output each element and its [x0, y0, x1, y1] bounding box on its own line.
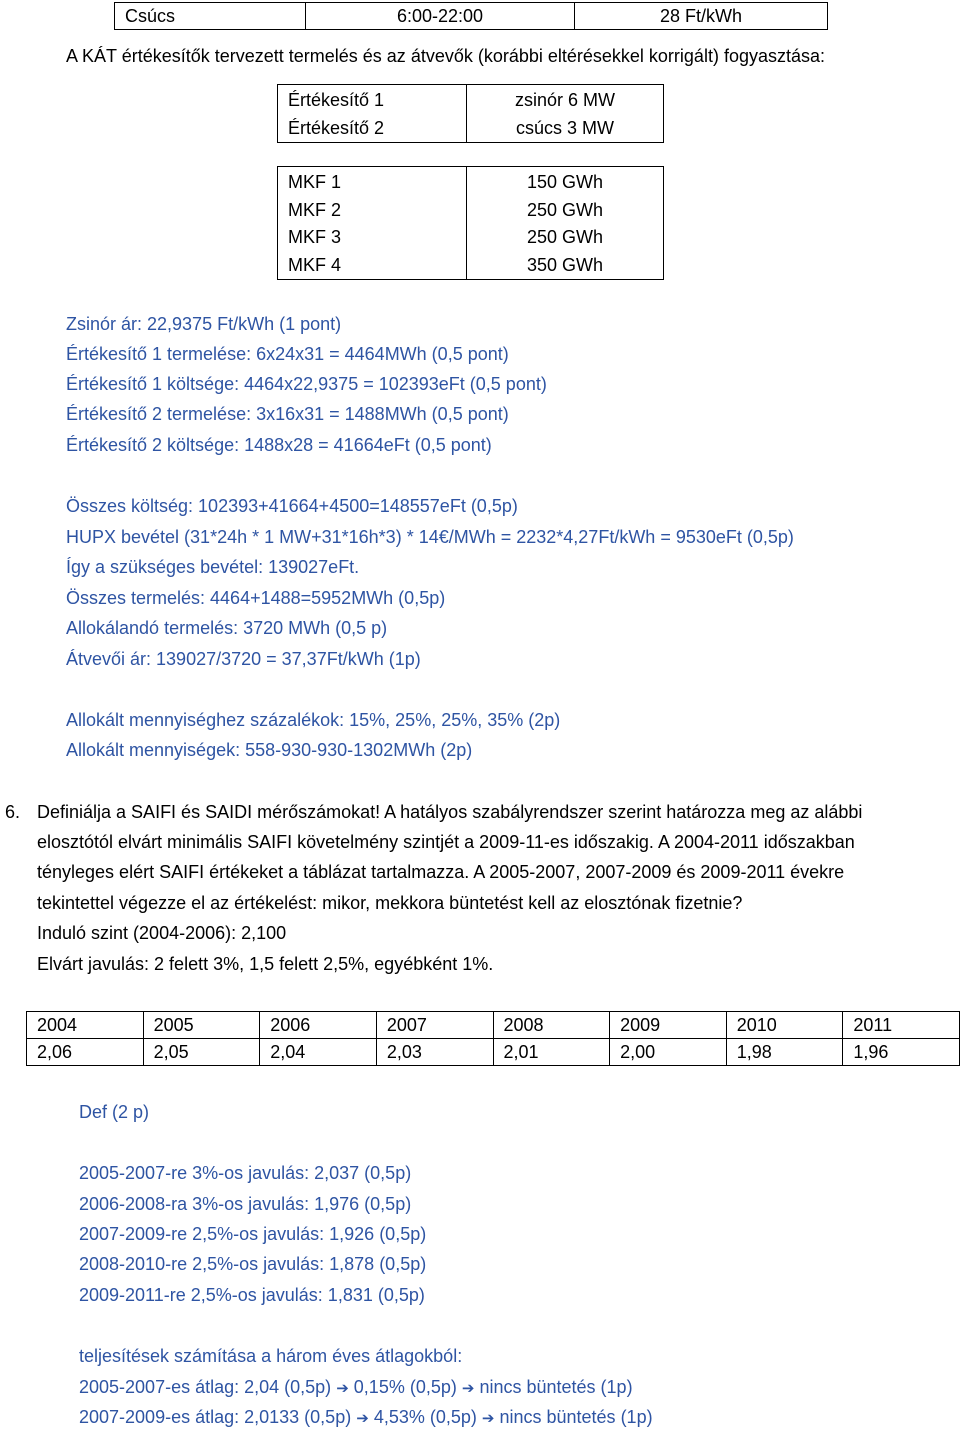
- mkf-value: 250 GWh: [526, 227, 604, 247]
- seller-value: csúcs 3 MW: [515, 117, 614, 138]
- seller-label: Értékesítő 2: [288, 117, 385, 138]
- performance-percent: 0,15% (0,5p): [353, 1377, 457, 1397]
- saifi-year: 2007: [376, 1012, 493, 1039]
- peak-time: 6:00-22:00: [306, 3, 575, 30]
- improvement-line: 2006-2008-ra 3%-os javulás: 1,976 (0,5p): [79, 1194, 412, 1214]
- solution-line: HUPX bevétel (31*24h * 1 MW+31*16h*3) * 14€/MWh = 2232*4,27Ft/kWh = 9530eFt (0,5p): [66, 527, 794, 547]
- solution-line: Allokálandó termelés: 3720 MWh (0,5 p): [66, 618, 388, 638]
- performance-line: [79, 1376, 633, 1399]
- saifi-table: [26, 1011, 960, 1066]
- performance-average: 2007-2009-es átlag: 2,0133 (0,5p): [79, 1407, 352, 1427]
- saifi-value: 2,01: [493, 1039, 610, 1066]
- peak-name: Csúcs: [115, 3, 306, 30]
- saifi-year: 2008: [493, 1012, 610, 1039]
- saifi-year: 2010: [726, 1012, 843, 1039]
- sellers-labels: [278, 85, 467, 143]
- performance-percent: 4,53% (0,5p): [373, 1407, 477, 1427]
- solution-line: Allokált mennyiségek: 558-930-930-1302MWh (2p): [66, 740, 473, 760]
- performance-average: 2005-2007-es átlag: 2,04 (0,5p): [79, 1377, 332, 1397]
- seller-label: Értékesítő 1: [288, 90, 385, 110]
- peak-table: [114, 2, 828, 30]
- mkf-values: [467, 167, 664, 280]
- saifi-value: 2,04: [260, 1039, 377, 1066]
- right-arrow-icon: ➔: [481, 1409, 495, 1427]
- performance-result: nincs büntetés (1p): [499, 1407, 653, 1427]
- solution-line: Értékesítő 2 termelése: 3x16x31 = 1488MWh (0,5 pont): [66, 404, 509, 424]
- right-arrow-icon: ➔: [461, 1379, 475, 1397]
- question-line: Elvárt javulás: 2 felett 3%, 1,5 felett 2,5%, egyébként 1%.: [37, 954, 494, 974]
- question-line: tényleges elért SAIFI értékeket a táblázat tartalmazza. A 2005-2007, 2007-2009 és 2009-2011 évekre: [37, 862, 845, 882]
- solution-line: Így a szükséges bevétel: 139027eFt.: [66, 557, 360, 577]
- solution-line: Összes termelés: 4464+1488=5952MWh (0,5p): [66, 588, 446, 608]
- question-line: Definiálja a SAIFI és SAIDI mérőszámokat! A hatályos szabályrendszer szerint határozza meg az alábbi: [37, 802, 863, 822]
- saifi-year: 2006: [260, 1012, 377, 1039]
- peak-price: 28 Ft/kWh: [575, 3, 828, 30]
- saifi-values-row: [27, 1039, 960, 1066]
- improvement-line: 2007-2009-re 2,5%-os javulás: 1,926 (0,5p): [79, 1224, 427, 1244]
- improvement-line: 2008-2010-re 2,5%-os javulás: 1,878 (0,5p): [79, 1254, 427, 1274]
- question-line: elosztótól elvárt minimális SAIFI követelmény szintjét a 2009-11-es időszakig. A 2004-2011 időszakban: [37, 832, 855, 852]
- mkf-value: 150 GWh: [526, 172, 604, 192]
- solution-line: Zsinór ár: 22,9375 Ft/kWh (1 pont): [66, 314, 342, 334]
- saifi-value: 2,00: [610, 1039, 727, 1066]
- right-arrow-icon: ➔: [336, 1379, 349, 1397]
- question-line: Induló szint (2004-2006): 2,100: [37, 923, 287, 943]
- saifi-year: 2009: [610, 1012, 727, 1039]
- mkf-label: MKF 4: [288, 254, 342, 275]
- solution-line: Összes költség: 102393+41664+4500=148557eFt (0,5p): [66, 496, 518, 516]
- saifi-value: 2,03: [376, 1039, 493, 1066]
- solution-line: Értékesítő 1 költsége: 4464x22,9375 = 102393eFt (0,5 pont): [66, 374, 547, 394]
- solution-line: Értékesítő 2 költsége: 1488x28 = 41664eFt (0,5 pont): [66, 435, 492, 455]
- mkf-value: 250 GWh: [526, 199, 604, 220]
- saifi-year: 2011: [843, 1012, 960, 1039]
- saifi-value: 1,96: [843, 1039, 960, 1066]
- def-line: Def (2 p): [79, 1102, 150, 1122]
- performance-result: nincs büntetés (1p): [479, 1377, 633, 1397]
- sellers-table: [277, 84, 664, 143]
- intro-text: A KÁT értékesítők tervezett termelés és az átvevők (korábbi eltérésekkel korrigált) fogyasztása:: [66, 46, 825, 66]
- sellers-values: [467, 85, 664, 143]
- improvement-line: 2005-2007-re 3%-os javulás: 2,037 (0,5p): [79, 1163, 412, 1183]
- right-arrow-icon: ➔: [356, 1409, 369, 1427]
- improvement-line: 2009-2011-re 2,5%-os javulás: 1,831 (0,5p): [79, 1285, 425, 1305]
- saifi-value: 1,98: [726, 1039, 843, 1066]
- solution-line: Átvevői ár: 139027/3720 = 37,37Ft/kWh (1p): [66, 649, 421, 669]
- solution-line: Allokált mennyiséghez százalékok: 15%, 25%, 25%, 35% (2p): [66, 710, 561, 730]
- mkf-label: MKF 2: [288, 199, 342, 220]
- saifi-value: 2,06: [27, 1039, 144, 1066]
- solution-line: Értékesítő 1 termelése: 6x24x31 = 4464MWh (0,5 pont): [66, 344, 509, 364]
- saifi-year: 2005: [143, 1012, 260, 1039]
- question-line: tekintettel végezze el az értékelést: mikor, mekkora büntetést kell az elosztónak fizetnie?: [37, 893, 743, 913]
- saifi-years-row: [27, 1012, 960, 1039]
- saifi-value: 2,05: [143, 1039, 260, 1066]
- mkf-labels: [278, 167, 467, 280]
- mkf-value: 350 GWh: [526, 254, 604, 275]
- mkf-table: [277, 166, 664, 280]
- mkf-label: MKF 1: [288, 172, 342, 192]
- performance-line: [79, 1406, 653, 1429]
- seller-value: zsinór 6 MW: [514, 90, 615, 110]
- performance-title: teljesítések számítása a három éves átlagokból:: [79, 1346, 463, 1366]
- saifi-year: 2004: [27, 1012, 144, 1039]
- mkf-label: MKF 3: [288, 227, 342, 247]
- question-number: 6.: [5, 802, 21, 822]
